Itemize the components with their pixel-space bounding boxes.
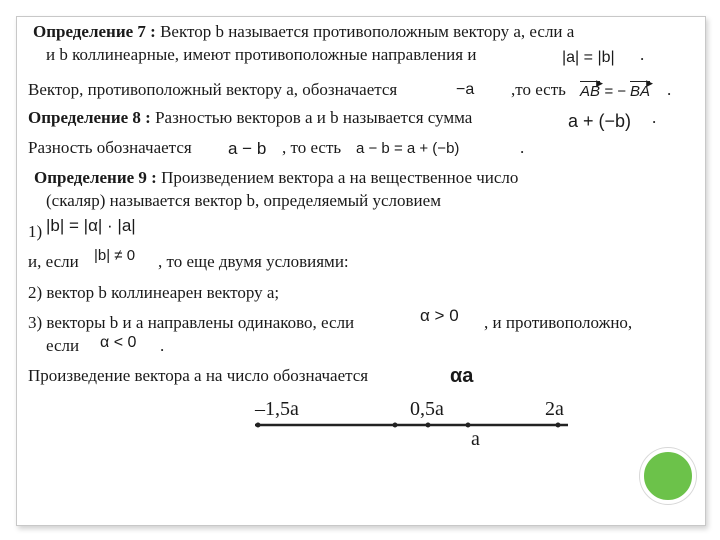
definition-7-text2: и b коллинеарные, имеют противоположные направления и: [46, 45, 477, 64]
condition-1-num: 1): [28, 222, 43, 241]
difference-formula: a − b: [228, 139, 267, 158]
axis-label-a: a: [471, 428, 480, 450]
equals-minus: = −: [604, 83, 626, 100]
vector-ba-label: BA: [630, 83, 651, 100]
condition-1-formula: |b| = |α| · |a|: [46, 216, 136, 235]
point-a: [466, 423, 471, 428]
decorative-green-circle: [640, 448, 696, 504]
axis-label-2a: 2a: [545, 398, 564, 420]
condition-3-text2: , и противоположно,: [484, 313, 633, 332]
vector-ba: BA ▶: [630, 78, 654, 100]
if-text: и, если: [28, 252, 79, 271]
definition-9-label: Определение 9 :: [34, 168, 157, 187]
definition-8-text: Разностью векторов a и b называется сумма: [155, 108, 473, 127]
point-2a: [556, 423, 561, 428]
definition-9-text2: (скаляр) называется вектор b, определяемый условием: [46, 191, 441, 210]
difference-formula2: a − b = a + (−b): [356, 140, 460, 157]
product-text: Произведение вектора a на число обозначается: [28, 366, 369, 385]
condition-2-text: 2) вектор b коллинеарен вектору a;: [28, 283, 280, 302]
condition-3-formula: α > 0: [420, 306, 459, 325]
axis-label-0-5a: 0,5a: [410, 398, 444, 420]
definition-8-label: Определение 8 :: [28, 108, 151, 127]
definition-8-dot: .: [652, 108, 657, 127]
definition-7-dot: .: [640, 45, 645, 64]
opposite-text2: ,то есть: [511, 80, 566, 99]
vector-ab: AB ▶: [580, 78, 604, 100]
condition-3-dot: .: [160, 336, 165, 355]
point-zero: [393, 423, 398, 428]
condition-3-formula2: α < 0: [100, 334, 137, 351]
point-minus-1-5a: [256, 423, 261, 428]
if-text2: , то еще двумя условиями:: [158, 252, 349, 271]
difference-text: Разность обозначается: [28, 138, 192, 157]
vector-ab-label: AB: [580, 83, 601, 100]
definition-7-text1: Вектор b называется противоположным вектору a, если a: [160, 22, 575, 41]
definition-8-formula: a + (−b): [568, 111, 632, 131]
opposite-dot: .: [667, 80, 672, 99]
product-formula: αa: [450, 365, 474, 387]
if-formula: |b| ≠ 0: [94, 247, 136, 264]
difference-text2: , то есть: [282, 138, 342, 157]
condition-3-text: 3) векторы b и a направлены одинаково, если: [28, 313, 355, 332]
definition-9-text1: Произведением вектора a на вещественное число: [161, 168, 519, 187]
formula-abs-equal: |a| = |b|: [562, 49, 615, 66]
opposite-formula: −a: [456, 81, 475, 98]
difference-dot: .: [520, 138, 525, 157]
definition-7-label: Определение 7 :: [33, 22, 156, 41]
condition-3-text3: если: [46, 336, 80, 355]
point-0-5a: [426, 423, 431, 428]
opposite-text: Вектор, противоположный вектору a, обозначается: [28, 80, 398, 99]
axis-label-minus-1-5a: –1,5a: [255, 398, 299, 420]
